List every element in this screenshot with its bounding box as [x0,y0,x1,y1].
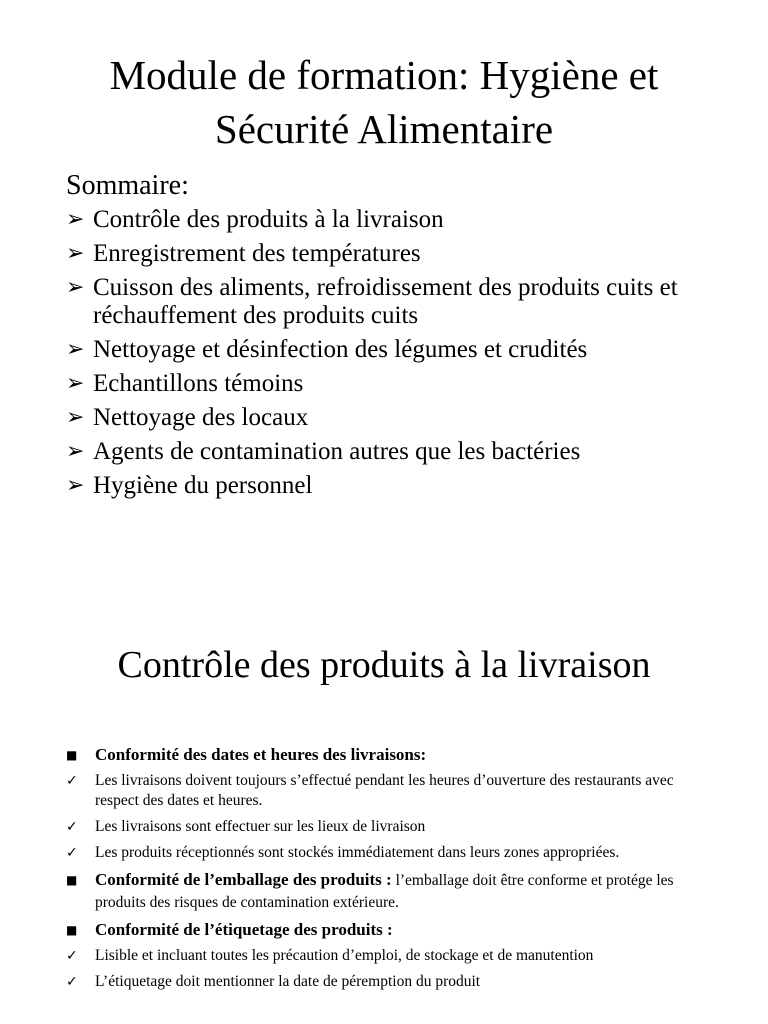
check-icon: ✓ [66,845,78,861]
summary-item [66,240,756,268]
section-heading [66,919,716,940]
details-list [66,744,716,992]
summary-list [66,206,756,500]
check-icon: ✓ [66,974,78,990]
check-item-text: Les produits réceptionnés sont stockés immédiatement dans leurs zones appropriées. [95,844,620,861]
section-heading [66,744,716,765]
slide-title [0,48,768,156]
summary-item-label: Contrôle des produits à la livraison [93,206,444,233]
section-heading-text: Conformité de l’étiquetage des produits : [95,920,393,939]
check-item [66,771,716,811]
square-bullet-icon: ■ [66,873,78,887]
summary-item-label: Nettoyage des locaux [93,404,309,431]
arrow-bullet-icon: ➢ [66,207,85,232]
check-item [66,972,716,992]
arrow-bullet-icon: ➢ [66,241,85,266]
check-item-text: Les livraisons sont effectuer sur les lieux de livraison [95,818,426,835]
arrow-bullet-icon: ➢ [66,473,85,498]
delivery-control-details [66,744,716,998]
slide-title-line-2: Sécurité Alimentaire [214,106,554,152]
arrow-bullet-icon: ➢ [66,439,85,464]
summary-item [66,438,756,466]
arrow-bullet-icon: ➢ [66,337,85,362]
arrow-bullet-icon: ➢ [66,405,85,430]
section-heading [66,869,716,913]
square-bullet-icon: ■ [66,923,78,937]
check-item [66,946,716,966]
section-inline-text: l’emballage doit être conforme et protége les produits des risques de contamination extérieure. [95,872,674,911]
summary-item-label: Nettoyage et désinfection des légumes et crudités [93,336,588,363]
summary-item-label: Cuisson des aliments, refroidissement des produits cuits et réchauffement des produits cuits [93,274,678,329]
check-icon: ✓ [66,819,78,835]
summary-item [66,404,756,432]
section-heading-text: Conformité des dates et heures des livraisons: [95,745,427,764]
summary-item-label: Hygiène du personnel [93,472,313,499]
summary-item [66,206,756,234]
check-item-text: L’étiquetage doit mentionner la date de péremption du produit [95,973,481,990]
check-item-text: Lisible et incluant toutes les précaution d’emploi, de stockage et de manutention [95,947,594,964]
summary-item-label: Agents de contamination autres que les bactéries [93,438,581,465]
check-item-text: Les livraisons doivent toujours s’effectué pendant les heures d’ouverture des restaurants avec respect des dates et heures. [95,772,674,809]
summary-item [66,274,756,330]
section-title: Contrôle des produits à la livraison [117,644,651,686]
check-icon: ✓ [66,948,78,964]
check-icon: ✓ [66,773,78,789]
section-heading-text: Conformité de l’emballage des produits : [95,870,392,889]
arrow-bullet-icon: ➢ [66,275,85,300]
square-bullet-icon: ■ [66,748,78,762]
summary-item [66,336,756,364]
arrow-bullet-icon: ➢ [66,371,85,396]
summary-item [66,370,756,398]
check-item [66,843,716,863]
slide-title-line-1: Module de formation: Hygiène et [109,52,659,98]
summary-item-label: Enregistrement des températures [93,240,421,267]
summary [66,168,756,506]
summary-item [66,472,756,500]
summary-item-label: Echantillons témoins [93,370,304,397]
summary-heading: Sommaire: [66,170,189,201]
check-item [66,817,716,837]
